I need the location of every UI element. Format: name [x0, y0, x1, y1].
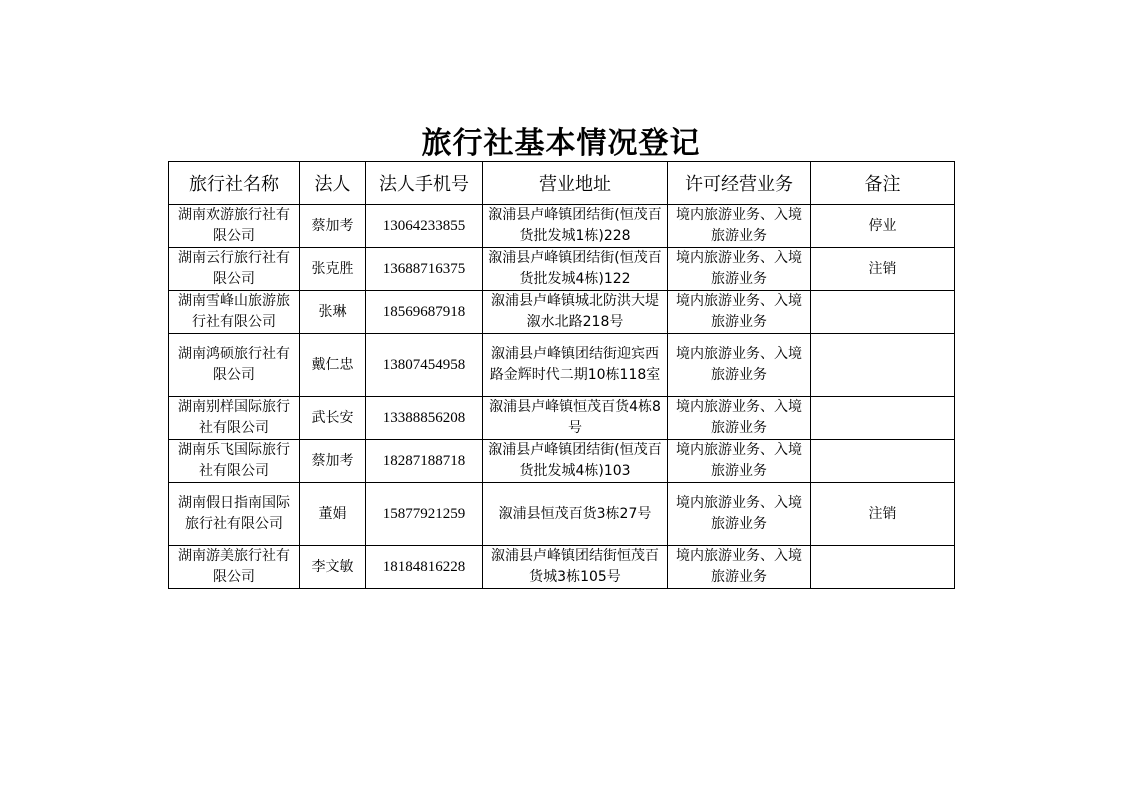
registry-table [168, 161, 955, 589]
column-header-address: 营业地址 [483, 162, 668, 205]
business-scope-cell: 境内旅游业务、入境旅游业务 [668, 205, 811, 248]
legal-person-cell: 李文敏 [300, 546, 366, 589]
address-cell: 溆浦县卢峰镇团结街迎宾西路金辉时代二期10栋118室 [483, 334, 668, 397]
business-scope-cell: 境内旅游业务、入境旅游业务 [668, 546, 811, 589]
address-cell: 溆浦县卢峰镇团结街(恒茂百货批发城1栋)228 [483, 205, 668, 248]
legal-person-cell: 董娟 [300, 483, 366, 546]
agency-name-cell: 湖南雪峰山旅游旅行社有限公司 [169, 291, 300, 334]
table-header-row [169, 162, 955, 205]
agency-name-cell: 湖南欢游旅行社有限公司 [169, 205, 300, 248]
address-cell: 溆浦县卢峰镇城北防洪大堤溆水北路218号 [483, 291, 668, 334]
table-row [169, 483, 955, 546]
phone-cell: 13064233855 [366, 205, 483, 248]
legal-person-cell: 蔡加考 [300, 440, 366, 483]
phone-cell: 13388856208 [366, 397, 483, 440]
legal-person-cell: 武长安 [300, 397, 366, 440]
column-header-phone: 法人手机号 [366, 162, 483, 205]
business-scope-cell: 境内旅游业务、入境旅游业务 [668, 397, 811, 440]
phone-cell: 13807454958 [366, 334, 483, 397]
address-cell: 溆浦县卢峰镇恒茂百货4栋8号 [483, 397, 668, 440]
note-cell [811, 397, 955, 440]
address-cell: 溆浦县卢峰镇团结街(恒茂百货批发城4栋)103 [483, 440, 668, 483]
business-scope-cell: 境内旅游业务、入境旅游业务 [668, 440, 811, 483]
note-cell: 注销 [811, 248, 955, 291]
business-scope-cell: 境内旅游业务、入境旅游业务 [668, 334, 811, 397]
table-row [169, 546, 955, 589]
legal-person-cell: 戴仁忠 [300, 334, 366, 397]
agency-name-cell: 湖南乐飞国际旅行社有限公司 [169, 440, 300, 483]
legal-person-cell: 张克胜 [300, 248, 366, 291]
page-title: 旅行社基本情况登记 [421, 126, 701, 161]
column-header-legal-person: 法人 [300, 162, 366, 205]
table-row [169, 291, 955, 334]
phone-cell: 13688716375 [366, 248, 483, 291]
table-row [169, 248, 955, 291]
phone-cell: 15877921259 [366, 483, 483, 546]
business-scope-cell: 境内旅游业务、入境旅游业务 [668, 248, 811, 291]
phone-cell: 18184816228 [366, 546, 483, 589]
note-cell [811, 546, 955, 589]
agency-name-cell: 湖南别样国际旅行社有限公司 [169, 397, 300, 440]
column-header-business: 许可经营业务 [668, 162, 811, 205]
note-cell [811, 440, 955, 483]
table-row [169, 205, 955, 248]
business-scope-cell: 境内旅游业务、入境旅游业务 [668, 291, 811, 334]
table-row [169, 440, 955, 483]
agency-name-cell: 湖南云行旅行社有限公司 [169, 248, 300, 291]
column-header-name: 旅行社名称 [169, 162, 300, 205]
business-scope-cell: 境内旅游业务、入境旅游业务 [668, 483, 811, 546]
table-row [169, 397, 955, 440]
agency-name-cell: 湖南游美旅行社有限公司 [169, 546, 300, 589]
address-cell: 溆浦县恒茂百货3栋27号 [483, 483, 668, 546]
legal-person-cell: 张琳 [300, 291, 366, 334]
address-cell: 溆浦县卢峰镇团结街(恒茂百货批发城4栋)122 [483, 248, 668, 291]
note-cell: 注销 [811, 483, 955, 546]
address-cell: 溆浦县卢峰镇团结街恒茂百货城3栋105号 [483, 546, 668, 589]
agency-name-cell: 湖南假日指南国际旅行社有限公司 [169, 483, 300, 546]
note-cell: 停业 [811, 205, 955, 248]
column-header-note: 备注 [811, 162, 955, 205]
note-cell [811, 291, 955, 334]
note-cell [811, 334, 955, 397]
phone-cell: 18287188718 [366, 440, 483, 483]
table-row [169, 334, 955, 397]
legal-person-cell: 蔡加考 [300, 205, 366, 248]
agency-name-cell: 湖南鸿硕旅行社有限公司 [169, 334, 300, 397]
phone-cell: 18569687918 [366, 291, 483, 334]
